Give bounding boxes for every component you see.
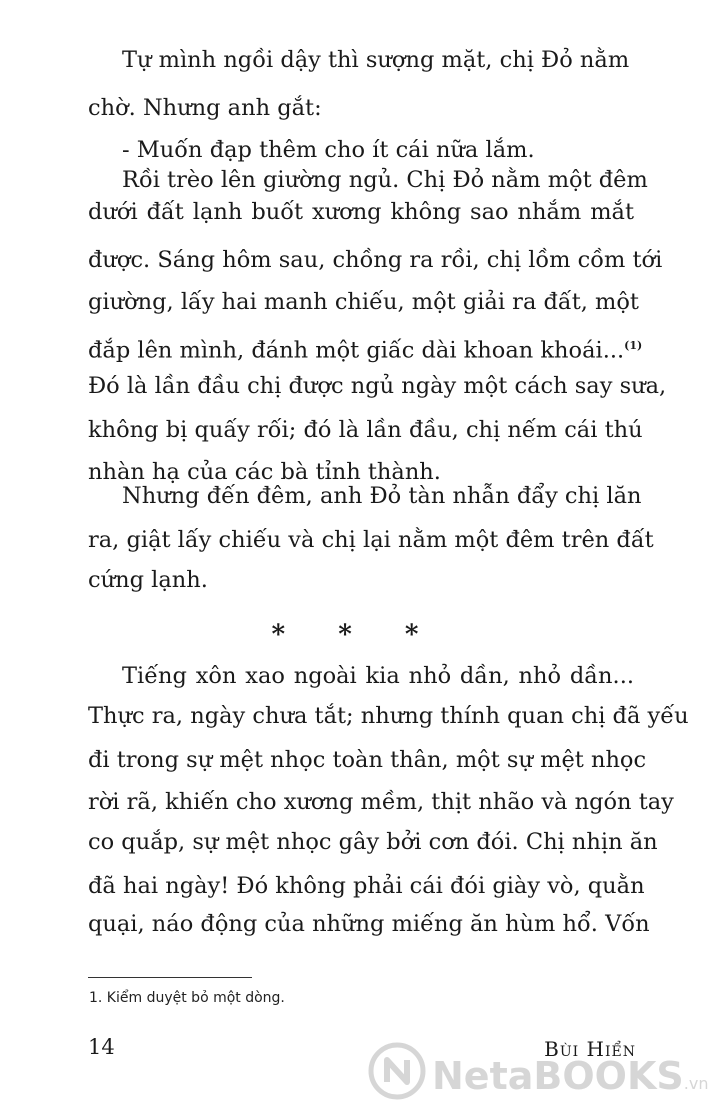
text-line: chờ. Nhưng anh gắt: bbox=[88, 95, 322, 121]
watermark bbox=[368, 1042, 708, 1102]
text-line: quại, náo động của những miếng ăn hùm hổ. Vốn bbox=[88, 911, 650, 937]
text-line: dưới đất lạnh buốt xương không sao nhắm mắt bbox=[88, 199, 634, 225]
footnote: 1. Kiểm duyệt bỏ một dòng. bbox=[89, 990, 285, 1006]
text-line: - Muốn đạp thêm cho ít cái nữa lắm. bbox=[122, 137, 535, 163]
netabooks-logo-icon bbox=[368, 1042, 426, 1100]
text-line: ra, giật lấy chiếu và chị lại nằm một đêm trên đất bbox=[88, 527, 654, 553]
text-line: đi trong sự mệt nhọc toàn thân, một sự mệt nhọc bbox=[88, 747, 647, 773]
text-line: Tự mình ngồi dậy thì sượng mặt, chị Đỏ nằm bbox=[122, 47, 630, 73]
section-break: * * * bbox=[271, 620, 441, 650]
watermark-brand: NetaBOOKS bbox=[432, 1054, 684, 1098]
text-line: được. Sáng hôm sau, chồng ra rồi, chị lồm cồm tới bbox=[88, 247, 663, 273]
text-line: Nhưng đến đêm, anh Đỏ tàn nhẫn đẩy chị lăn bbox=[122, 483, 642, 509]
text-line: đã hai ngày! Đó không phải cái đói giày vò, quằn bbox=[88, 873, 645, 899]
text-line: giường, lấy hai manh chiếu, một giải ra đất, một bbox=[88, 289, 639, 315]
watermark-text bbox=[432, 1054, 708, 1098]
text-line: Rồi trèo lên giường ngủ. Chị Đỏ nằm một đêm bbox=[122, 167, 648, 193]
footnote-marker: (1) bbox=[624, 339, 643, 352]
author-name: Bùi Hiển bbox=[544, 1037, 636, 1061]
text-line: rời rã, khiến cho xương mềm, thịt nhão và ngón tay bbox=[88, 789, 674, 815]
text-line: Đó là lần đầu chị được ngủ ngày một cách say sưa, bbox=[88, 373, 667, 399]
text-line: đắp lên mình, đánh một giấc dài khoan khoái... bbox=[88, 337, 625, 364]
text-line: cứng lạnh. bbox=[88, 567, 208, 593]
footnote-rule bbox=[88, 977, 252, 978]
page-number: 14 bbox=[88, 1035, 115, 1059]
text-line: không bị quấy rối; đó là lần đầu, chị nếm cái thú bbox=[88, 417, 643, 443]
text-line: nhàn hạ của các bà tỉnh thành. bbox=[88, 459, 441, 485]
text-line: co quắp, sự mệt nhọc gây bởi cơn đói. Chị nhịn ăn bbox=[88, 829, 658, 855]
text-line: Thực ra, ngày chưa tắt; nhưng thính quan chị đã yếu bbox=[88, 703, 689, 729]
watermark-suffix: .vn bbox=[683, 1074, 708, 1093]
text-line: Tiếng xôn xao ngoài kia nhỏ dần, nhỏ dần... bbox=[122, 663, 634, 689]
